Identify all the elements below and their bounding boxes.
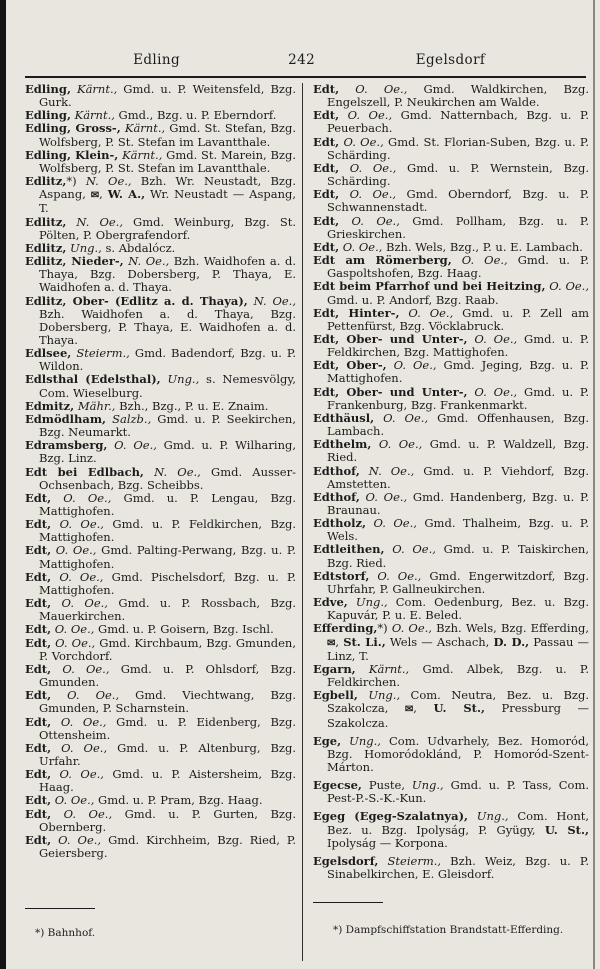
entry-region: O. Oe., bbox=[51, 661, 110, 676]
entry-region: Ung., bbox=[357, 688, 401, 703]
entry-text: *) bbox=[66, 174, 77, 189]
entry bbox=[25, 216, 296, 242]
entry-region: O. Oe., bbox=[51, 714, 107, 729]
page-body bbox=[25, 83, 589, 961]
entry-head: Edt, bbox=[25, 596, 52, 611]
entry bbox=[25, 597, 296, 623]
entry-text: Gmd. u. P. Gaspoltshofen, Bzg. Haag. bbox=[327, 253, 590, 281]
entry-text: Gmd. u. P. Wernstein, Bzg. Schärding. bbox=[327, 160, 590, 189]
entry bbox=[313, 109, 589, 135]
entry-head: Edt, bbox=[313, 160, 340, 175]
entry bbox=[25, 716, 296, 742]
entry-region: O. Oe., bbox=[374, 410, 429, 425]
entry-text: Gmd. u. P. Weitensfeld, Bzg. Gurk. bbox=[39, 82, 296, 110]
entry-head: Edt, Ober-, bbox=[313, 358, 387, 373]
entry-text: Gmd. u. P. Frankenburg, Bzg. Frankenmarkt. bbox=[327, 384, 589, 412]
entry bbox=[25, 834, 296, 860]
entry bbox=[25, 373, 296, 399]
entry bbox=[313, 517, 589, 543]
entry-region: O. Oe., bbox=[51, 596, 108, 611]
entry-region: O. Oe., bbox=[51, 832, 102, 847]
entry-region: O. Oe., bbox=[51, 767, 104, 782]
header-keyword-right: Egelsdorf bbox=[415, 52, 486, 68]
entry bbox=[25, 466, 296, 492]
entry-text: Bzh. Waidhofen a. d. Thaya, Bzg. Dobersberg, P. Thaya, E. Waidhofen a. d. Thaya. bbox=[39, 254, 296, 295]
entry-head: Edt, bbox=[25, 806, 52, 821]
left-footnote-rule bbox=[25, 908, 95, 910]
entry-head: Edt, bbox=[25, 622, 52, 637]
entry-region: O. Oe., bbox=[371, 437, 423, 452]
left-column bbox=[25, 83, 302, 961]
entry-text: Passau — Linz, T. bbox=[327, 634, 589, 663]
entry-region: Kärnt., bbox=[118, 147, 163, 162]
entry-region: O. Oe., bbox=[51, 569, 104, 584]
entry-text: Gmd. Handenberg, Bzg. u. P. Braunau. bbox=[327, 489, 590, 517]
entry bbox=[313, 333, 589, 359]
entry-text: Bzh. Wels, Bzg. Efferding, bbox=[431, 621, 589, 636]
entry-region: O. Oe., bbox=[339, 160, 397, 175]
entry-region: O. Oe., bbox=[51, 517, 104, 532]
entry bbox=[313, 596, 589, 622]
page-edge-right-line bbox=[593, 0, 595, 969]
entry bbox=[313, 280, 589, 306]
entry-text: Bzh. Wels, Bzg., P. u. E. Lambach. bbox=[382, 239, 583, 254]
entry-text: Gmd. u. P. Tass, Com. Pest-P.-S.-K.-Kun. bbox=[327, 778, 590, 806]
entry-region: O. Oe., bbox=[51, 688, 120, 703]
entry-text: Gmd. Badendorf, Bzg. u. P. Wildon. bbox=[39, 346, 296, 374]
entry-text: Gmd. u. P. Lengau, Bzg. Mattighofen. bbox=[39, 490, 296, 518]
entry-head: Edlitz, Nieder-, bbox=[25, 254, 124, 269]
entry-head: Edt, bbox=[313, 239, 340, 254]
entry-head: Edt beim Pfarrhof und bei Heitzing, bbox=[313, 279, 546, 294]
entry-head: Edt bei Edlbach, bbox=[25, 464, 144, 479]
entry bbox=[25, 83, 296, 109]
entry bbox=[25, 413, 296, 439]
entry-head: Edthof, bbox=[313, 463, 360, 478]
entry-region: O. Oe., bbox=[339, 108, 393, 123]
posthorn-icon: ✉ bbox=[327, 637, 336, 649]
entry-head: Edt, bbox=[25, 661, 52, 676]
entry-region: O. Oe., bbox=[467, 384, 518, 399]
header-keyword-left: Edling bbox=[133, 52, 180, 68]
entry-head: Edlitz, bbox=[25, 214, 67, 229]
entry-head: Edling, bbox=[25, 108, 71, 123]
entry-text: Ipolyság — Korpona. bbox=[327, 835, 448, 850]
entry-head: Edve, bbox=[313, 595, 348, 610]
entry-head: Edt, bbox=[25, 767, 52, 782]
entry-region: O. Oe., bbox=[339, 82, 408, 96]
entry-region: Kärnt., bbox=[70, 108, 115, 123]
entry-text: Gmd. Oberndorf, Bzg. u. P. Schwannenstadt. bbox=[327, 187, 589, 215]
entry-text: Bzh. Waidhofen a. d. Thaya, Bzg. Dobersberg, P. Thaya, E. Waidhofen a. d. Thaya. bbox=[39, 306, 296, 347]
entry bbox=[313, 83, 589, 109]
right-footnote-rule bbox=[313, 902, 383, 904]
entry-text: Gmd. Ausser-Ochsenbach, Bzg. Scheibbs. bbox=[39, 464, 296, 492]
entry-head: Edlsee, bbox=[25, 346, 72, 361]
entry-region: N. Oe., bbox=[359, 463, 415, 478]
entry-region: N. Oe., bbox=[247, 293, 296, 308]
entry-text: Com. Udvarhely, Bez. Homoród, Bzg. Homoródoklánd, P. Homoród-Szent-Márton. bbox=[327, 733, 589, 774]
entry-head: Edmödlham, bbox=[25, 411, 107, 426]
entry-head: Edt, bbox=[25, 688, 52, 703]
entry-text: Bzh. Wr. Neustadt, Bzg. Aspang, bbox=[39, 174, 296, 202]
entry bbox=[25, 295, 296, 348]
entry bbox=[25, 122, 296, 148]
entry-region: N. Oe., bbox=[123, 254, 170, 269]
entry-region: Salzb., bbox=[106, 411, 152, 426]
entry-text: Gmd. Palting-Perwang, Bzg. u. P. Mattighofen. bbox=[39, 543, 296, 571]
entry bbox=[313, 491, 589, 517]
entry bbox=[25, 544, 296, 570]
entry-text: Gmd. Engerwitzdorf, Bzg. Uhrfahr, P. Gallneukirchen. bbox=[327, 568, 589, 596]
entry-head: Edthäusl, bbox=[313, 410, 375, 425]
entry-text: Gmd. u. P. Seekirchen, Bzg. Neumarkt. bbox=[39, 411, 296, 440]
entry-head: Edthelm, bbox=[313, 437, 372, 452]
entry-text: Gmd., Bzg. u. P. Eberndorf. bbox=[114, 108, 277, 123]
entry-region: N. Oe., bbox=[76, 174, 132, 189]
entry bbox=[25, 768, 296, 794]
entry bbox=[313, 663, 589, 689]
entry bbox=[25, 689, 296, 715]
entry bbox=[25, 637, 296, 663]
entry-region: O. Oe., bbox=[339, 239, 383, 254]
entry-region: Ung., bbox=[66, 240, 102, 255]
entry bbox=[313, 543, 589, 569]
entry-text: , bbox=[99, 187, 108, 202]
entry-head: Edt, bbox=[313, 82, 340, 96]
entry-region: O. Oe., bbox=[467, 331, 518, 346]
entry-text: Puste, bbox=[361, 778, 405, 793]
entry-head: Edt, Hinter-, bbox=[313, 305, 400, 320]
entry-region: O. Oe., bbox=[369, 568, 422, 583]
entry-text: Gmd. St. Florian-Suben, Bzg. u. P. Schärding. bbox=[327, 134, 589, 162]
entry bbox=[25, 663, 296, 689]
entry bbox=[313, 215, 589, 241]
entry-head: Edt, bbox=[313, 134, 340, 149]
entry-text: Gmd. u. P. Pram, Bzg. Haag. bbox=[94, 793, 263, 808]
entry-text: Gmd. Pischelsdorf, Bzg. u. P. Mattighofen. bbox=[39, 569, 297, 597]
entry-region: Ung., bbox=[405, 778, 444, 793]
right-column bbox=[303, 83, 589, 961]
entry-head: Egecse, bbox=[313, 778, 362, 793]
entry-region: O. Oe., bbox=[339, 134, 384, 149]
entry-head: Edt, bbox=[25, 490, 52, 505]
entry-head: Edling, Klein-, bbox=[25, 147, 119, 162]
entry-text: Pressburg — Szakolcza. bbox=[327, 701, 589, 730]
entry bbox=[25, 255, 296, 294]
entry-region: Kärnt., bbox=[355, 661, 410, 676]
entry-region: O. Oe., bbox=[51, 740, 108, 755]
entry-head: Edt, bbox=[25, 714, 52, 729]
entry-head: Edtleithen, bbox=[313, 542, 385, 557]
entry-text: Gmd. Thalheim, Bzg. u. P. Wels. bbox=[327, 516, 589, 544]
entry-text: Gmd. St. Stefan, Bzg. Wolfsberg, P. St. Stefan im Lavantthale. bbox=[39, 121, 296, 149]
entry bbox=[25, 742, 296, 768]
entry bbox=[313, 689, 589, 729]
entry-region: O. Oe., bbox=[339, 187, 397, 202]
entry bbox=[313, 188, 589, 214]
entry-region: O. Oe., bbox=[51, 793, 95, 808]
entry-head: Edling, Gross-, bbox=[25, 121, 121, 136]
entry-region: Kärnt., bbox=[70, 82, 118, 96]
header-rule bbox=[25, 76, 586, 78]
entry-text: Gmd. u. P. Altenburg, Bzg. Urfahr. bbox=[39, 740, 297, 768]
entry-region: O. Oe., bbox=[399, 305, 454, 320]
entry-region: Mähr., bbox=[74, 398, 116, 413]
entry-text: Com. Oedenburg, Bez. u. Bzg. Kapuvár, P. u. E. Beled. bbox=[327, 595, 589, 623]
posthorn-icon: ✉ bbox=[404, 704, 414, 716]
entry-text: Gmd. Kirchheim, Bzg. Ried, P. Geiersberg. bbox=[39, 832, 296, 861]
entry-region: O. Oe., bbox=[51, 543, 97, 558]
entry-text: Gmd. u. P. Wilharing, Bzg. Linz. bbox=[39, 438, 296, 466]
entry-region: O. Oe., bbox=[51, 635, 96, 650]
entry-text: *) bbox=[377, 621, 388, 636]
entry-text: Gmd. St. Marein, Bzg. Wolfsberg, P. St. Stefan im Lavantthale. bbox=[39, 147, 296, 175]
entry-head: Edt, Ober- und Unter-, bbox=[313, 331, 468, 346]
entry-head: D. D., bbox=[493, 634, 530, 649]
entry-text: Bzh. Weiz, Bzg. u. P. Sinabelkirchen, E. Gleisdorf. bbox=[327, 853, 589, 882]
entry bbox=[313, 412, 589, 438]
entry-text: Gmd. u. P. Goisern, Bzg. Ischl. bbox=[94, 622, 274, 637]
entry-head: Egelsdorf, bbox=[313, 853, 379, 868]
entry-region: Kärnt., bbox=[120, 121, 166, 136]
entry bbox=[25, 175, 296, 215]
posthorn-icon: ✉ bbox=[90, 190, 100, 202]
entry bbox=[313, 386, 589, 412]
entry-text: Gmd. Kirchbaum, Bzg. Gmunden, P. Vorchdorf. bbox=[39, 635, 296, 663]
entry-region: Ung., bbox=[347, 595, 388, 610]
entry bbox=[313, 359, 589, 385]
entry-region: O. Oe., bbox=[359, 489, 408, 504]
entry-text: Gmd. Jeging, Bzg. u. P. Mattighofen. bbox=[327, 358, 590, 386]
entry bbox=[313, 779, 589, 805]
entry-text: Gmd. Natternbach, Bzg. u. P. Peuerbach. bbox=[327, 108, 590, 136]
entry bbox=[313, 810, 589, 849]
entry bbox=[25, 492, 296, 518]
entry bbox=[25, 347, 296, 373]
entry-head: Efferding, bbox=[313, 621, 378, 636]
entry-head: Edt, bbox=[25, 543, 52, 558]
entry-region: O. Oe., bbox=[387, 621, 432, 636]
entry-head: Edt, bbox=[25, 635, 52, 650]
entry-head: Egbell, bbox=[313, 688, 358, 703]
entry-region: O. Oe., bbox=[339, 213, 400, 228]
entry-head: Edlitz, Ober- (Edlitz a. d. Thaya), bbox=[25, 293, 248, 308]
entry bbox=[313, 162, 589, 188]
entry bbox=[313, 254, 589, 280]
entry bbox=[25, 808, 296, 834]
entry-region: O. Oe., bbox=[51, 490, 112, 505]
entry-region: Ung., bbox=[468, 809, 509, 824]
entry-head: Egeg (Egeg-Szalatnya), bbox=[313, 809, 469, 824]
left-footnote: *) Bahnhof. bbox=[35, 927, 96, 939]
entry-head: Edthof, bbox=[313, 489, 360, 504]
entry-text: Gmd. Offenhausen, Bzg. Lambach. bbox=[327, 410, 590, 439]
entry-text: Wr. Neustadt — Aspang, T. bbox=[39, 187, 296, 216]
entry-text: Gmd. Waldkirchen, Bzg. Engelszell, P. Neukirchen am Walde. bbox=[327, 82, 589, 110]
entry-region: O. Oe., bbox=[384, 542, 436, 557]
entry-head: U. St., bbox=[433, 701, 485, 716]
entry bbox=[25, 518, 296, 544]
entry-text: Gmd. Weinburg, Bzg. St. Pölten, P. Obergrafendorf. bbox=[39, 214, 296, 242]
entry bbox=[25, 149, 296, 175]
entry-region: Ung., bbox=[160, 372, 200, 387]
page-edge-left-bar bbox=[0, 0, 6, 969]
entry-region: O. Oe., bbox=[51, 622, 95, 637]
entry-text: , bbox=[335, 634, 344, 649]
entry-head: Egarn, bbox=[313, 661, 356, 676]
entry-text: Gmd. Albek, Bzg. u. P. Feldkirchen. bbox=[327, 661, 589, 690]
entry-text: Wels — Aschach, bbox=[385, 634, 494, 649]
entry-head: Ege, bbox=[313, 733, 342, 748]
entry-region: N. Oe., bbox=[143, 464, 201, 479]
entry bbox=[25, 439, 296, 465]
page-number: 242 bbox=[288, 52, 316, 68]
entry-text: Gmd. u. P. Rossbach, Bzg. Mauerkirchen. bbox=[39, 596, 296, 624]
entry-region: Steierm., bbox=[378, 853, 442, 868]
entry-text: Gmd. u. P. Eidenberg, Bzg. Ottensheim. bbox=[39, 714, 297, 742]
entry-head: Edtstorf, bbox=[313, 568, 370, 583]
entry-text: Bzh., Bzg., P. u. E. Znaim. bbox=[115, 398, 269, 413]
entry-text: Gmd. u. P. Taiskirchen, Bzg. Ried. bbox=[327, 542, 589, 570]
entry-head: Edt, bbox=[25, 517, 52, 532]
entry-text: Gmd. u. P. Waldzell, Bzg. Ried. bbox=[327, 437, 590, 465]
left-column-entries bbox=[25, 83, 296, 860]
entry-text: Gmd. u. P. Aistersheim, Bzg. Haag. bbox=[39, 767, 296, 795]
entry-region: O. Oe., bbox=[51, 806, 113, 821]
entry-head: Edt, bbox=[25, 569, 52, 584]
entry bbox=[313, 438, 589, 464]
entry-region: O. Oe., bbox=[107, 438, 157, 453]
entry-head: Edt am Römerberg, bbox=[313, 253, 452, 268]
entry-text: Com. Neutra, Bez. u. Bzg. Szakolcza, bbox=[327, 688, 589, 716]
entry-head: St. Li., bbox=[343, 634, 386, 649]
right-column-entries bbox=[313, 83, 589, 881]
entry-text: Com. Hont, Bez. u. Bzg. Ipolyság, P. Gyügy, bbox=[327, 809, 590, 837]
entry-head: Edling, bbox=[25, 82, 71, 96]
entry-region: O. Oe., bbox=[366, 516, 417, 531]
entry-text: Gmd. u. P. Ohlsdorf, Bzg. Gmunden. bbox=[39, 661, 296, 690]
entry bbox=[25, 571, 296, 597]
entry-head: Edt, Ober- und Unter-, bbox=[313, 384, 468, 399]
right-footnote: *) Dampfschiffstation Brandstatt-Efferding. bbox=[333, 924, 564, 936]
entry-head: Edtholz, bbox=[313, 516, 367, 531]
entry bbox=[313, 136, 589, 162]
entry-text: Gmd. u. P. Feldkirchen, Bzg. Mattighofen. bbox=[39, 517, 297, 545]
entry-text: s. Abdalócz. bbox=[101, 240, 176, 255]
entry-head: Edt, bbox=[25, 793, 52, 808]
entry-head: Edlitz, bbox=[25, 174, 67, 189]
entry-head: Edlitz, bbox=[25, 240, 67, 255]
entry-region: Ung., bbox=[341, 733, 381, 748]
entry bbox=[313, 307, 589, 333]
entry-region: O. Oe., bbox=[451, 253, 508, 268]
entry-head: Edt, bbox=[313, 213, 340, 228]
entry-head: Edlsthal (Edelsthal), bbox=[25, 372, 161, 387]
entry-head: Edmitz, bbox=[25, 398, 75, 413]
entry-text: Gmd. Pollham, Bzg. u. P. Grieskirchen. bbox=[327, 213, 589, 241]
running-header bbox=[25, 52, 586, 68]
entry-head: Edt, bbox=[313, 187, 340, 202]
entry-head: U. St., bbox=[544, 822, 589, 837]
entry-text: s. Nemesvölgy, Com. Wieselburg. bbox=[39, 372, 296, 400]
entry-region: O. Oe., bbox=[386, 358, 437, 373]
entry-text: Gmd. u. P. Feldkirchen, Bzg. Mattighofen. bbox=[327, 331, 589, 360]
entry-head: W. A., bbox=[107, 187, 146, 202]
entry-text: , bbox=[413, 701, 434, 716]
entry-text: Gmd. u. P. Andorf, Bzg. Raab. bbox=[327, 292, 499, 307]
entry-region: N. Oe., bbox=[66, 214, 123, 229]
entry-text: Gmd. u. P. Viehdorf, Bzg. Amstetten. bbox=[327, 463, 589, 491]
entry bbox=[313, 855, 589, 881]
entry-head: Edt, bbox=[25, 740, 52, 755]
entry-head: Edt, bbox=[25, 832, 52, 847]
entry-text: Gmd. u. P. Gurten, Bzg. Obernberg. bbox=[39, 806, 297, 834]
entry bbox=[313, 735, 589, 774]
entry bbox=[313, 570, 589, 596]
entry-head: Edramsberg, bbox=[25, 438, 108, 453]
entry-text: Gmd. Viechtwang, Bzg. Gmunden, P. Scharnstein. bbox=[39, 688, 297, 716]
entry-region: O. Oe., bbox=[545, 279, 589, 294]
entry bbox=[313, 465, 589, 491]
entry-region: Steierm., bbox=[71, 346, 130, 361]
entry bbox=[313, 622, 589, 662]
entry-text: Gmd. u. P. Zell am Pettenfürst, Bzg. Vöcklabruck. bbox=[327, 305, 589, 333]
entry-head: Edt, bbox=[313, 108, 340, 123]
